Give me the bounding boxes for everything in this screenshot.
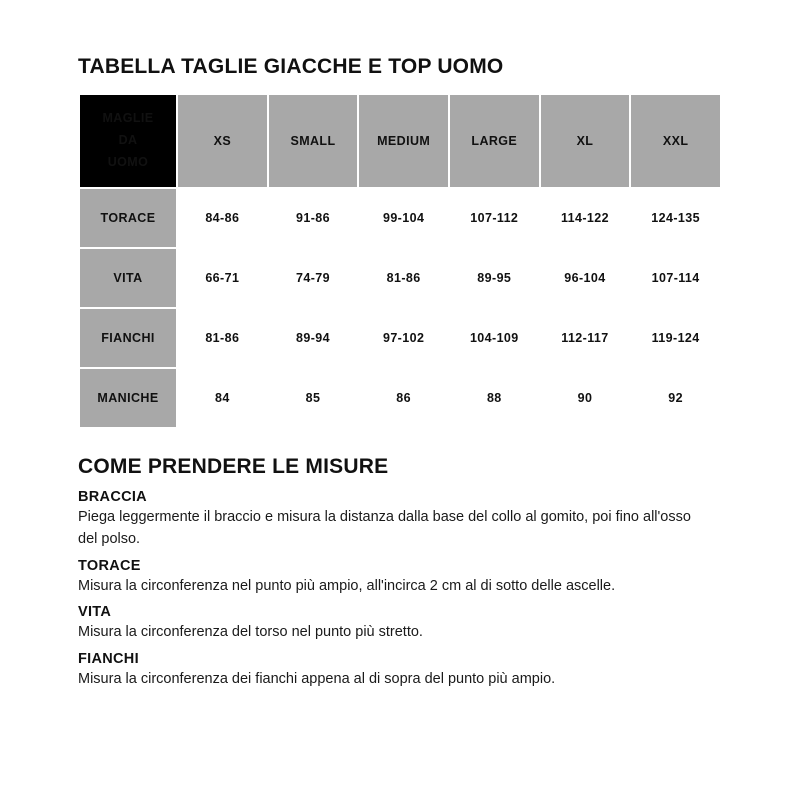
row-label-vita: VITA [79,248,177,308]
measure-text-vita: Misura la circonferenza del torso nel punto più stretto. [78,624,423,641]
column-header-xs: XS [177,94,268,188]
row-label-fianchi: FIANCHI [79,308,177,368]
cell-maniche-xxl: 92 [630,368,721,428]
cell-fianchi-small: 89-94 [268,308,359,368]
cell-vita-xs: 66-71 [177,248,268,308]
cell-maniche-xs: 84 [177,368,268,428]
cell-torace-xl: 114-122 [540,188,631,248]
measure-block-vita [78,604,722,643]
row-label-maniche: MANICHE [79,368,177,428]
table-row [79,308,721,368]
table-row [79,248,721,308]
cell-vita-xxl: 107-114 [630,248,721,308]
corner-label-line-3: UOMO [107,154,149,169]
measure-text-braccia: Piega leggermente il braccio e misura la distanza dalla base del collo al gomito, poi fino all'osso del polso. [78,509,691,548]
cell-vita-medium: 81-86 [358,248,449,308]
measure-title-torace: TORACE [78,557,141,574]
cell-fianchi-medium: 97-102 [358,308,449,368]
cell-maniche-large: 88 [449,368,540,428]
table-row [79,188,721,248]
cell-maniche-medium: 86 [358,368,449,428]
corner-label-line-2: DA [118,133,138,148]
measures-section-title: COME PRENDERE LE MISURE [78,455,389,478]
cell-vita-small: 74-79 [268,248,359,308]
measure-title-fianchi: FIANCHI [78,650,139,667]
measure-text-fianchi: Misura la circonferenza dei fianchi appena al di sopra del punto più ampio. [78,670,556,687]
cell-fianchi-large: 104-109 [449,308,540,368]
cell-torace-small: 91-86 [268,188,359,248]
column-header-medium: MEDIUM [358,94,449,188]
cell-torace-xxl: 124-135 [630,188,721,248]
cell-vita-large: 89-95 [449,248,540,308]
cell-fianchi-xxl: 119-124 [630,308,721,368]
cell-fianchi-xs: 81-86 [177,308,268,368]
cell-vita-xl: 96-104 [540,248,631,308]
cell-maniche-xl: 90 [540,368,631,428]
column-header-large: LARGE [449,94,540,188]
row-label-torace: TORACE [79,188,177,248]
table-header-row [79,94,721,188]
page-title: TABELLA TAGLIE GIACCHE E TOP UOMO [78,55,504,78]
column-header-small: SMALL [268,94,359,188]
cell-maniche-small: 85 [268,368,359,428]
table-row [79,368,721,428]
table-corner-label [79,94,177,188]
measure-block-torace [78,558,722,597]
size-chart-table [78,93,722,429]
column-header-xl: XL [540,94,631,188]
cell-torace-large: 107-112 [449,188,540,248]
measure-title-braccia: BRACCIA [78,489,147,505]
column-header-xxl: XXL [630,94,721,188]
cell-torace-xs: 84-86 [177,188,268,248]
measure-block-braccia [78,489,722,551]
corner-label-line-1: MAGLIE [102,111,154,126]
cell-torace-medium: 99-104 [358,188,449,248]
measure-block-fianchi [78,651,722,690]
measure-title-vita: VITA [78,604,112,621]
measure-text-torace: Misura la circonferenza nel punto più ampio, all'incirca 2 cm al di sotto delle ascelle. [78,577,616,594]
cell-fianchi-xl: 112-117 [540,308,631,368]
